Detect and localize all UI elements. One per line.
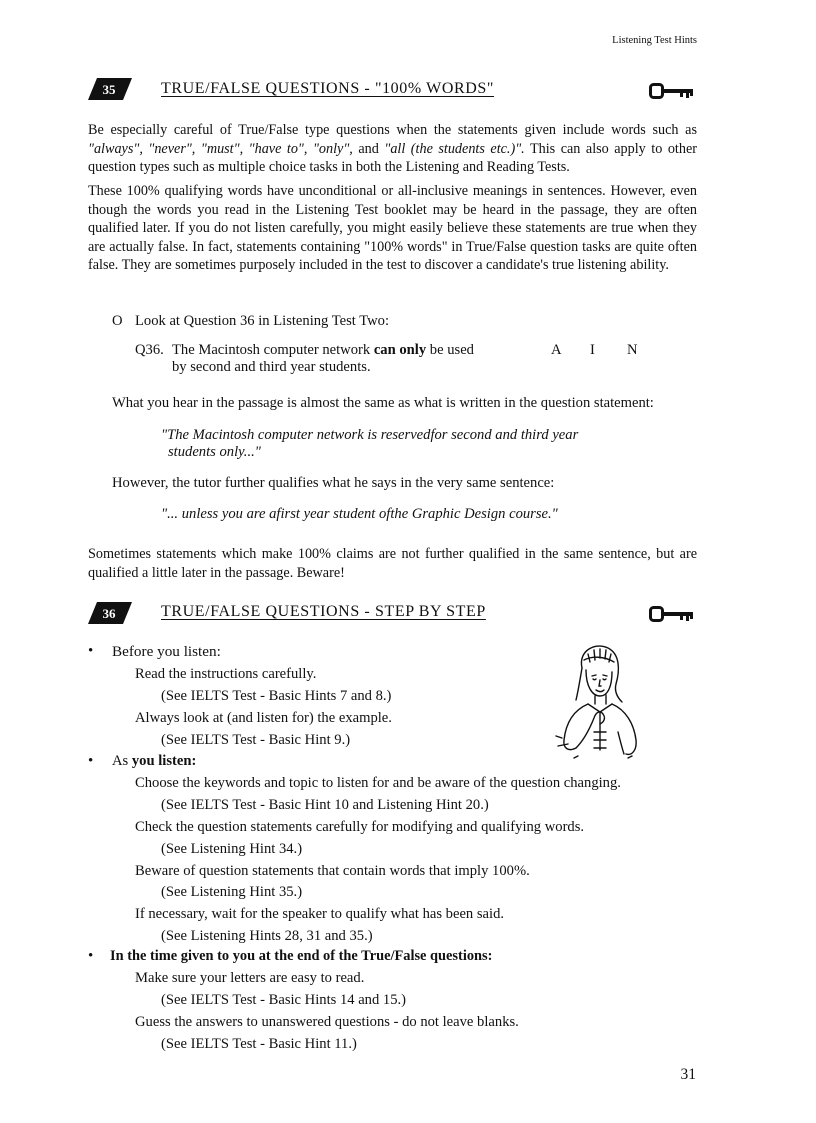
hint-badge-shape [88,602,132,624]
hint-35-title: TRUE/FALSE QUESTIONS - "100% WORDS" [161,80,495,97]
example-marker: O [112,313,123,329]
end-line-4: (See IELTS Test - Basic Hint 11.) [161,1036,357,1052]
before-line-2: (See IELTS Test - Basic Hints 7 and 8.) [161,688,392,704]
as-line-1: Choose the keywords and topic to listen for and be aware of the question changing. [135,775,621,791]
hint-35-closing: Sometimes statements which make 100% claims are not further qualified in the same sentence, but are qualified a little later in the passage. Beware! [88,546,697,581]
end-line-1: Make sure your letters are easy to read. [135,970,365,986]
as-label-bold: you listen: [131,753,197,769]
question-bold: can only [373,342,427,358]
question-post: be used [426,342,474,358]
question-pre: The Macintosh computer network [172,342,374,358]
bullet-before: • [88,643,94,659]
hint-35-number: 35 [102,82,116,97]
bullet-as: • [88,753,94,769]
quote-2: "... unless you are afirst year student ofthe Graphic Design course." [161,506,558,522]
key-icon [649,82,695,105]
hint-36-badge [88,602,132,629]
para1-quoted-words: "always", "never", "must", "have to", "only", [88,140,353,157]
as-line-7: If necessary, wait for the speaker to qualify what has been said. [135,906,505,922]
hint-35-paragraph-1 [88,121,697,177]
however-text: However, the tutor further qualifies what he says in the very same sentence: [112,475,555,491]
as-line-8: (See Listening Hints 28, 31 and 35.) [161,928,373,944]
student-thinking-illustration [548,640,644,765]
as-line-5: Beware of question statements that contain words that imply 100%. [135,863,530,879]
hint-badge-shape [88,78,132,100]
question-line-1 [172,342,474,359]
page-number: 31 [680,1066,696,1083]
option-i: I [590,342,595,358]
example-intro: Look at Question 36 in Listening Test Two: [135,313,390,329]
as-label [112,753,196,770]
option-a: A [551,342,562,358]
as-line-4: (See Listening Hint 34.) [161,841,303,857]
before-line-3: Always look at (and listen for) the example. [135,710,392,726]
key-icon [649,605,695,628]
end-line-3: Guess the answers to unanswered questions - do not leave blanks. [135,1014,519,1030]
before-line-4: (See IELTS Test - Basic Hint 9.) [161,732,351,748]
before-label: Before you listen: [112,643,221,660]
hint-36-number: 36 [102,606,116,621]
para1-text: Be especially careful of True/False type questions when the statements given include words such as [88,122,697,138]
para1-connector: and [352,140,385,157]
as-label-pre: As [112,753,132,769]
hint-35-paragraph-2: These 100% qualifying words have unconditional or all-inclusive meanings in sentences. However, even though the words you read in the Listening Test booklet may be heard in the passage, they are often qualified later. If you do not listen carefully, you might easily believe these statements are true when they are actually false. In fact, statements containing "100% words" in True/False question tasks are quite often false. They are sometimes purposely included in the test to discover a candidate's true listening ability. [88,183,697,274]
question-number: Q36. [135,342,164,358]
end-label: In the time given to you at the end of the True/False questions: [110,948,493,964]
para1-text-end: This can also apply to other question types such as multiple choice tasks in both the Listening and Reading Tests. [88,140,697,176]
quote-1-line-1: "The Macintosh computer network is reservedfor second and third year [161,427,579,443]
as-line-3: Check the question statements carefully for modifying and qualifying words. [135,819,585,835]
as-line-6: (See Listening Hint 35.) [161,884,303,900]
end-line-2: (See IELTS Test - Basic Hints 14 and 15.) [161,992,407,1008]
hint-36-title: TRUE/FALSE QUESTIONS - STEP BY STEP [161,603,486,620]
option-n: N [627,342,638,358]
running-head: Listening Test Hints [612,35,697,46]
question-line-2: by second and third year students. [172,359,371,375]
para1-quoted-all: "all (the students etc.)". [384,140,525,157]
bullet-end: • [88,948,94,964]
quote-1-line-2: students only..." [168,444,261,460]
hint-35-badge [88,78,132,105]
as-line-2: (See IELTS Test - Basic Hint 10 and Listening Hint 20.) [161,797,489,813]
before-line-1: Read the instructions carefully. [135,666,317,682]
hear-text: What you hear in the passage is almost the same as what is written in the question statement: [112,395,654,411]
